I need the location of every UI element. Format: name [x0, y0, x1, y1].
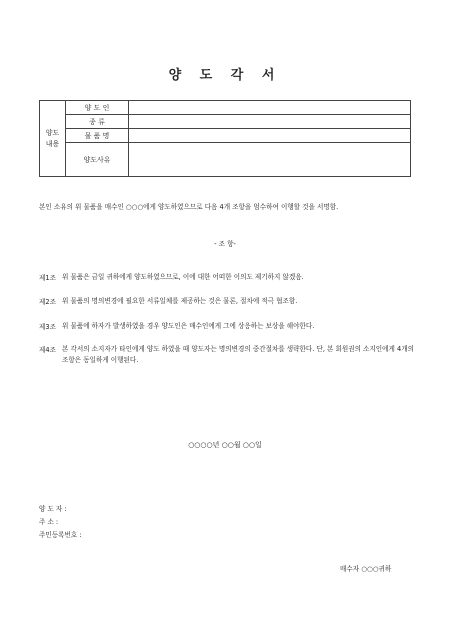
- signature-label: 주민등록번호 :: [39, 531, 82, 539]
- side-label-line1: 양도: [45, 128, 60, 137]
- signature-label: 주 소 :: [39, 518, 59, 526]
- articles-heading: - 조 항-: [214, 240, 236, 248]
- article-1: [39, 272, 419, 283]
- row-value-kind: [129, 115, 411, 129]
- row-value-transferor: [129, 101, 411, 115]
- side-label-cell: [40, 101, 66, 177]
- row-label-reason: 양도사유: [66, 143, 129, 177]
- side-label-line2: 내용: [45, 139, 60, 148]
- row-value-item-name: [129, 129, 411, 143]
- recipient-line: 매수자 ○○○귀하: [340, 565, 392, 573]
- row-label-kind: 종 류: [66, 115, 129, 129]
- row-value-reason: [129, 143, 411, 177]
- table-row: [40, 143, 411, 177]
- article-number: 제4조: [39, 346, 56, 354]
- signature-label: 양 도 자 :: [39, 505, 67, 513]
- article-number: 제1조: [39, 274, 56, 282]
- article-number: 제3조: [39, 323, 56, 331]
- table-row: [40, 101, 411, 115]
- table-row: [40, 115, 411, 129]
- article-text: 위 물품에 하자가 발생하였을 경우 양도인은 매수인에게 그에 상응하는 보상을 해야한다.: [62, 322, 315, 330]
- signature-address: [39, 516, 83, 526]
- article-2: [39, 296, 419, 307]
- document-date: ○○○○년 ○○월 ○○일: [188, 441, 262, 449]
- signature-resident-number: [39, 529, 83, 539]
- transfer-info-table: [39, 100, 411, 177]
- table-row: [40, 129, 411, 143]
- signature-transferor: [39, 503, 83, 513]
- article-text: 위 물품은 금일 귀하에게 양도하였으므로, 이에 대한 어떠한 이의도 제기하지 않겠음.: [62, 273, 304, 281]
- row-label-transferor: 양 도 인: [66, 101, 129, 115]
- article-number: 제2조: [39, 298, 56, 306]
- article-text: 위 물품의 명의변경에 필요한 서류일체를 제공하는 것은 물론, 절차에 적극 협조함.: [62, 297, 298, 305]
- statement-text: 본인 소유의 위 물품을 매수인 ○○○에게 양도하였으므로 다음 4개 조항을 엄수하여 이행할 것을 서명함.: [39, 203, 339, 211]
- article-text: 본 각서의 소지자가 타인에게 양도 하였을 때 양도자는 명의변경의 중간절차를 생략한다. 단, 본 회원권의 소지인에게 4개의 조항은 동일하게 이행된다.: [62, 345, 414, 364]
- document-title: 양 도 각 서: [168, 68, 282, 83]
- article-4: [39, 344, 419, 366]
- row-label-item-name: 물 품 명: [66, 129, 129, 143]
- article-3: [39, 321, 419, 332]
